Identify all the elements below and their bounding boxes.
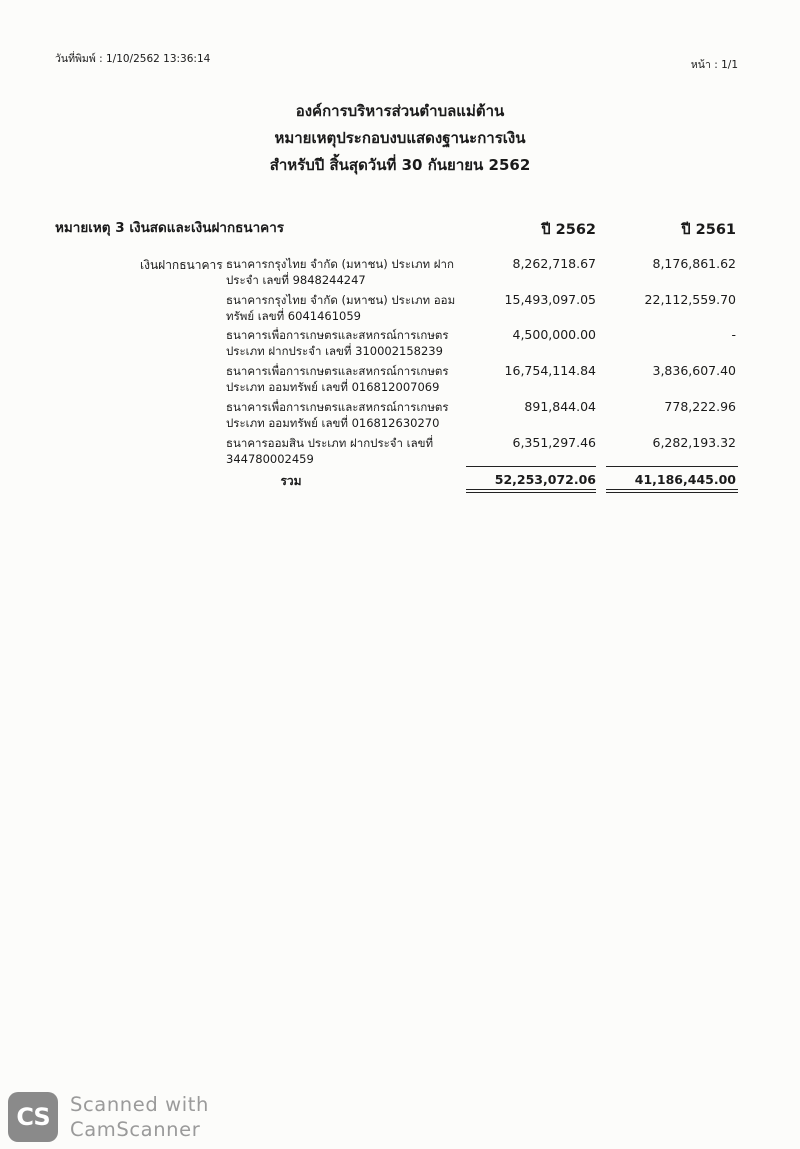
account-description: ธนาคารกรุงไทย จำกัด (มหาชน) ประเภท ออมทรัพย์ เลขที่ 6041461059: [226, 293, 456, 323]
total-2561: 41,186,445.00: [634, 472, 736, 487]
organization-name: องค์การบริหารส่วนตำบลแม่ต้าน: [295, 102, 505, 120]
account-type-label: เงินฝากธนาคาร: [140, 258, 223, 272]
amount-2562: 4,500,000.00: [512, 327, 596, 342]
note-title: หมายเหตุ 3 เงินสดและเงินฝากธนาคาร: [55, 220, 285, 236]
column-header-2561: ปี 2561: [681, 222, 736, 238]
table-row: [226, 256, 738, 290]
table-row: [226, 399, 738, 433]
column-header-2562: ปี 2562: [541, 222, 596, 238]
account-description: ธนาคารเพื่อการเกษตรและสหกรณ์การเกษตร ประเภท ฝากประจำ เลขที่ 310002158239: [226, 328, 449, 358]
print-date: วันที่พิมพ์ : 1/10/2562 13:36:14: [55, 53, 211, 65]
double-rule-2562-bottom: [466, 492, 596, 493]
table-row: [226, 292, 738, 326]
account-description: ธนาคารกรุงไทย จำกัด (มหาชน) ประเภท ฝากประจำ เลขที่ 9848244247: [226, 257, 454, 287]
amount-2561: 6,282,193.32: [652, 435, 736, 450]
camscanner-logo-icon: CS: [8, 1092, 58, 1142]
account-description: ธนาคารเพื่อการเกษตรและสหกรณ์การเกษตร ประเภท ออมทรัพย์ เลขที่ 016812007069: [226, 364, 449, 394]
amount-2561: 3,836,607.40: [652, 363, 736, 378]
amount-2562: 16,754,114.84: [504, 363, 596, 378]
double-rule-2562-top: [466, 489, 596, 490]
subtotal-rule-2562: [466, 466, 596, 467]
watermark-text: [70, 1092, 209, 1142]
total-2562: 52,253,072.06: [494, 472, 596, 487]
table-row: [226, 327, 738, 361]
report-heading: [0, 98, 800, 179]
camscanner-watermark: [8, 1090, 238, 1144]
account-description: ธนาคารเพื่อการเกษตรและสหกรณ์การเกษตร ประเภท ออมทรัพย์ เลขที่ 016812630270: [226, 400, 449, 430]
amount-2561: 8,176,861.62: [652, 256, 736, 271]
page-number: หน้า : 1/1: [690, 59, 738, 71]
amount-2562: 891,844.04: [524, 399, 596, 414]
account-description: ธนาคารออมสิน ประเภท ฝากประจำ เลขที่ 344780002459: [226, 436, 434, 466]
subtotal-rule-2561: [606, 466, 738, 467]
watermark-line-2: CamScanner: [70, 1118, 201, 1141]
amount-2561: 22,112,559.70: [644, 292, 736, 307]
amount-2562: 6,351,297.46: [512, 435, 596, 450]
amount-2561: -: [731, 327, 736, 342]
watermark-line-1: Scanned with: [70, 1093, 209, 1116]
table-row: [226, 435, 738, 469]
report-title: หมายเหตุประกอบงบแสดงฐานะการเงิน: [274, 129, 526, 147]
amount-2562: 15,493,097.05: [504, 292, 596, 307]
table-row: [226, 363, 738, 397]
amount-2562: 8,262,718.67: [512, 256, 596, 271]
total-label: รวม: [280, 474, 302, 488]
report-period: สำหรับปี สิ้นสุดวันที่ 30 กันยายน 2562: [269, 156, 531, 174]
double-rule-2561-bottom: [606, 492, 738, 493]
amount-2561: 778,222.96: [664, 399, 736, 414]
double-rule-2561-top: [606, 489, 738, 490]
